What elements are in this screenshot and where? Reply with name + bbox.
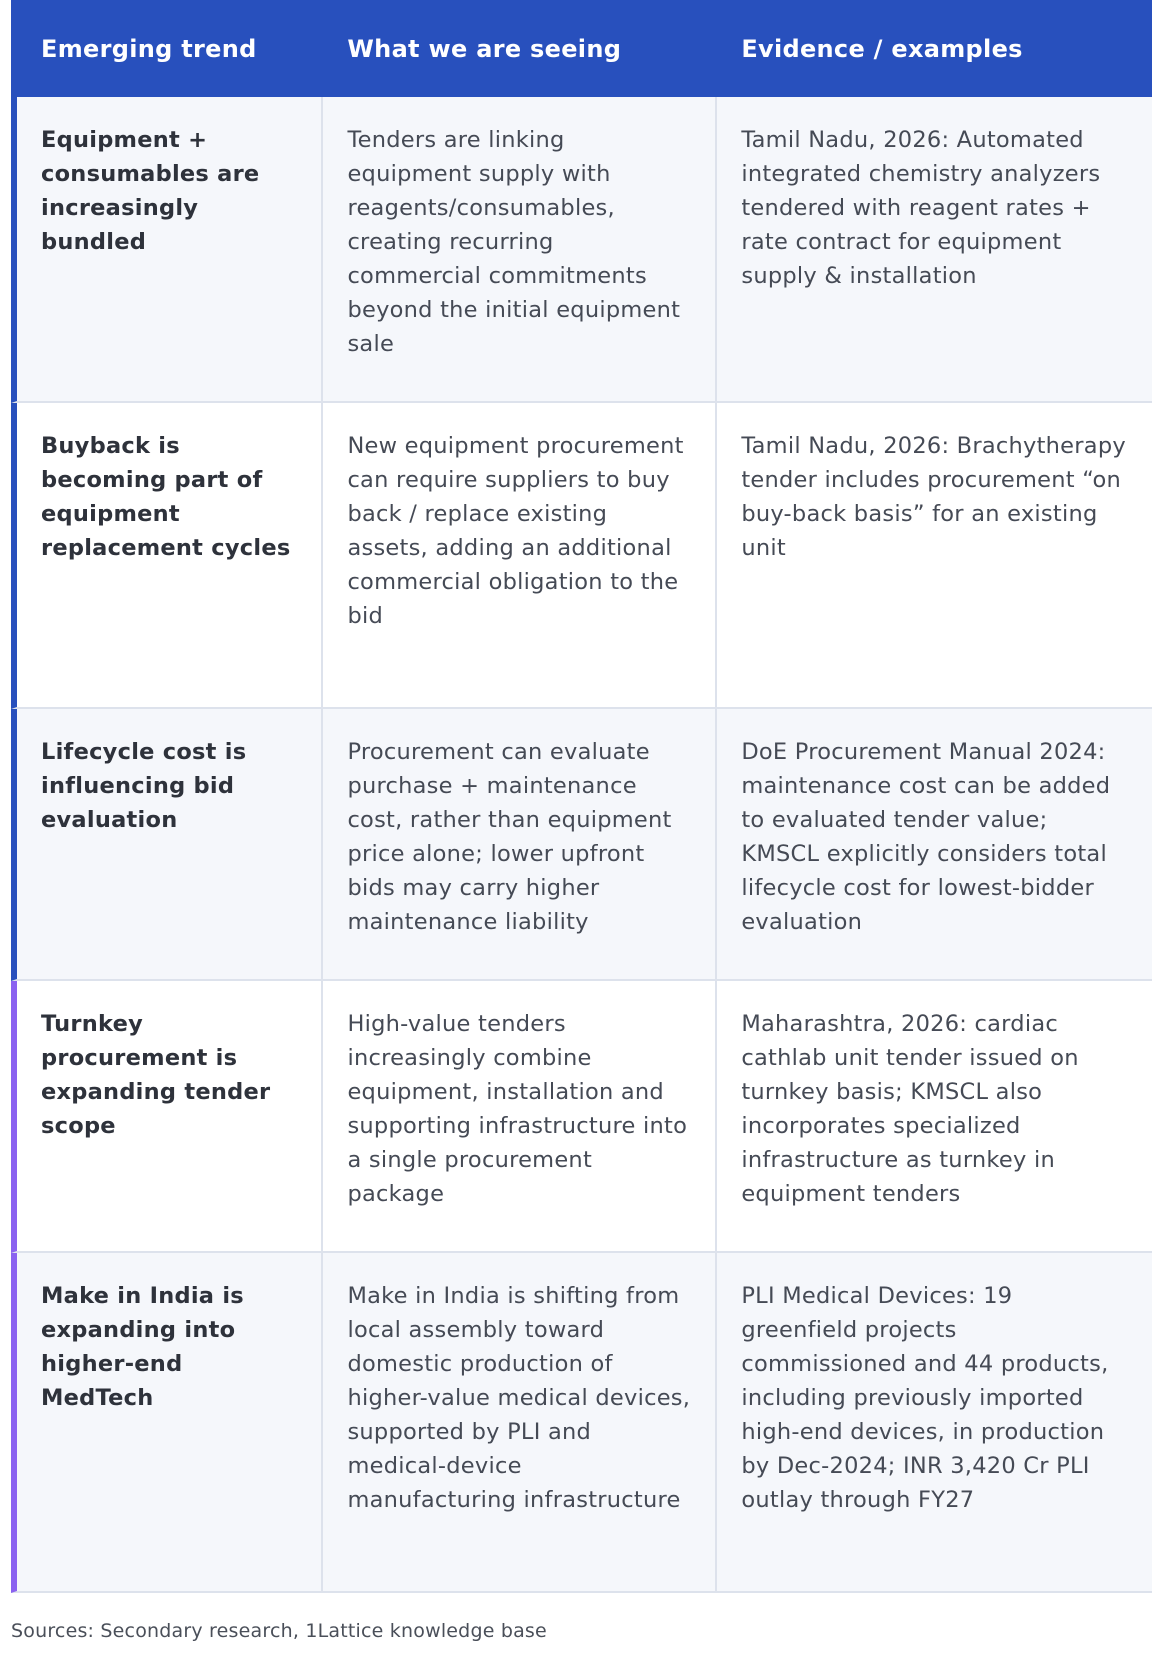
header-evidence-examples: Evidence / examples [741, 34, 1023, 63]
header-what-we-are-seeing: What we are seeing [347, 34, 622, 63]
trend-cell: Lifecycle cost is influencing bid evaluation [17, 709, 323, 979]
trend-cell: Turnkey procurement is expanding tender scope [17, 981, 323, 1251]
seeing-cell: Make in India is shifting from local assembly toward domestic production of higher-value medical devices, supported by PLI and medical-device manufacturing infrastructure [323, 1253, 717, 1591]
trend-cell: Equipment + consumables are increasingly bundled [17, 97, 323, 401]
trend-cell: Make in India is expanding into higher-end MedTech [17, 1253, 323, 1591]
evidence-cell: PLI Medical Devices: 19 greenfield projects commissioned and 44 products, including previously imported high-end devices, in production by Dec-2024; INR 3,420 Cr PLI outlay through FY27 [741, 1283, 1109, 1513]
table-row [11, 403, 1152, 709]
evidence-cell: Maharashtra, 2026: cardiac cathlab unit tender issued on turnkey basis; KMSCL also incorporates specialized infrastructure as turnkey in equipment tenders [741, 1011, 1079, 1207]
table-row [11, 981, 1152, 1253]
trend-cell: Buyback is becoming part of equipment replacement cycles [17, 403, 323, 707]
table-row [11, 1253, 1152, 1593]
evidence-cell: Tamil Nadu, 2026: Brachytherapy tender includes procurement “on buy-back basis” for an existing unit [741, 433, 1126, 561]
seeing-cell: New equipment procurement can require suppliers to buy back / replace existing assets, adding an additional commercial obligation to the bid [323, 403, 717, 707]
seeing-cell: Procurement can evaluate purchase + maintenance cost, rather than equipment price alone; lower upfront bids may carry higher maintenance liability [323, 709, 717, 979]
sources-note: Sources: Secondary research, 1Lattice knowledge base [11, 1620, 547, 1642]
trends-table [11, 0, 1152, 1593]
table-row [11, 97, 1152, 403]
table-row [11, 709, 1152, 981]
evidence-cell: DoE Procurement Manual 2024: maintenance cost can be added to evaluated tender value; KMSCL explicitly considers total lifecycle cost for lowest-bidder evaluation [741, 739, 1111, 935]
evidence-cell: Tamil Nadu, 2026: Automated integrated chemistry analyzers tendered with reagent rates + rate contract for equipment supply & installation [741, 127, 1101, 289]
seeing-cell: High-value tenders increasingly combine equipment, installation and supporting infrastructure into a single procurement package [323, 981, 717, 1251]
header-emerging-trend: Emerging trend [41, 34, 257, 63]
table-header [11, 0, 1152, 97]
seeing-cell: Tenders are linking equipment supply with reagents/consumables, creating recurring commercial commitments beyond the initial equipment sale [323, 97, 717, 401]
